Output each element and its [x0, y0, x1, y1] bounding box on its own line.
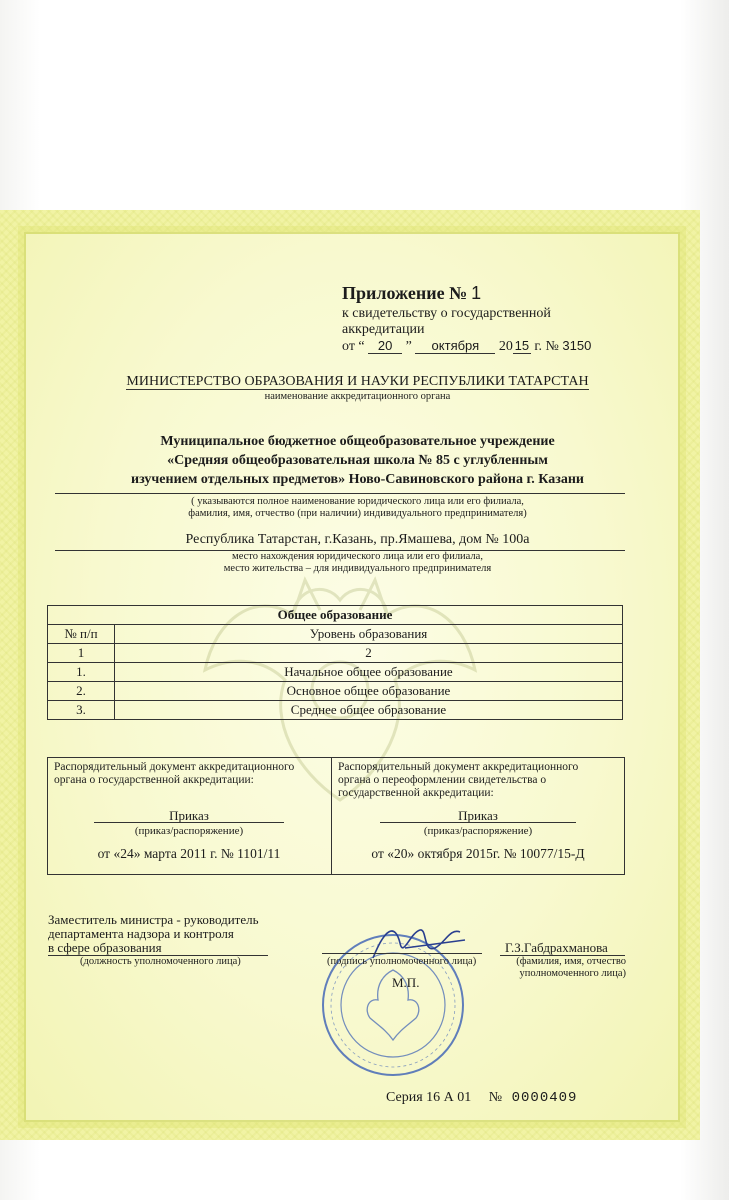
accreditation-documents-box	[47, 757, 625, 875]
position-caption: (должность уполномоченного лица)	[80, 956, 241, 967]
organization-name	[60, 432, 655, 489]
table-title: Общее образование	[48, 606, 623, 625]
row-number: 1.	[48, 663, 115, 682]
document-type: Приказ	[169, 808, 209, 823]
table-row	[48, 682, 623, 701]
header-line: органа о государственной аккредитации:	[54, 774, 254, 786]
signer-name-caption-line1: (фамилия, имя, отчество	[516, 956, 626, 967]
cert-number-label: г. №	[534, 339, 559, 354]
appendix-number: 1	[471, 283, 482, 303]
address-caption-line2: место жительства – для индивидуального предпринимателя	[223, 563, 492, 574]
stamp-place-label: М.П.	[392, 975, 420, 990]
row-level: Начальное общее образование	[115, 663, 623, 682]
document-details: от «20» октября 2015г. № 10077/15-Д	[371, 846, 585, 861]
organization-underline	[55, 493, 625, 494]
address-value: Республика Татарстан, г.Казань, пр.Ямашева, дом № 100а	[185, 532, 530, 547]
address-caption-line1: место нахождения юридического лица или его филиала,	[232, 551, 483, 562]
document-type-underline	[94, 822, 284, 823]
table-index-row	[48, 644, 623, 663]
signer-position-line1: Заместитель министра - руководитель	[48, 912, 259, 927]
document-type-underline	[380, 822, 576, 823]
table-row	[48, 663, 623, 682]
row-number: 3.	[48, 701, 115, 720]
document-details: от «24» марта 2011 г. № 1101/11	[97, 846, 281, 861]
document-type-caption: (приказ/распоряжение)	[423, 825, 533, 837]
header-line: Распорядительный документ аккредитационного	[338, 761, 579, 773]
table-header-row	[48, 625, 623, 644]
row-level: Среднее общее образование	[115, 701, 623, 720]
row-level: Основное общее образование	[115, 682, 623, 701]
document-type: Приказ	[458, 808, 498, 823]
organization-line2: «Средняя общеобразовательная школа № 85 с углубленным	[167, 453, 548, 468]
date-day: 20	[368, 338, 402, 354]
column-header-level: Уровень образования	[115, 625, 623, 644]
appendix-subtitle-line1: к свидетельству о государственной	[342, 306, 551, 321]
signature-caption: (подпись уполномоченного лица)	[327, 956, 477, 967]
education-table	[47, 605, 623, 720]
organization-caption-line1: ( указываются полное наименование юридического лица или его филиала,	[191, 496, 524, 507]
column-header-number: № п/п	[48, 625, 115, 644]
ministry-name-block	[60, 374, 655, 390]
series-label: Серия 16 А 01	[386, 1090, 472, 1105]
appendix-date-line	[342, 338, 591, 355]
reissue-document-header	[338, 761, 578, 800]
document-type-caption: (приказ/распоряжение)	[134, 825, 244, 837]
reissue-document-column	[331, 758, 624, 874]
organization-caption	[60, 496, 655, 520]
header-line: государственной аккредитации:	[338, 787, 494, 799]
certificate-series	[386, 1090, 577, 1106]
appendix-title	[342, 283, 481, 304]
header-line: органа о переоформлении свидетельства о	[338, 774, 547, 786]
appendix-title-label: Приложение №	[342, 283, 468, 303]
date-year-prefix: 20	[498, 339, 513, 354]
series-number-label: №	[488, 1090, 503, 1105]
signer-name-caption-line2: уполномоченного лица)	[519, 968, 626, 979]
organization-line1: Муниципальное бюджетное общеобразовательное учреждение	[160, 434, 555, 449]
signer-position-line3: в сфере образования	[48, 941, 268, 956]
date-month: октября	[415, 338, 495, 354]
date-year-suffix: 15	[514, 338, 530, 353]
index-cell: 2	[115, 644, 623, 663]
ministry-name: МИНИСТЕРСТВО ОБРАЗОВАНИЯ И НАУКИ РЕСПУБЛИКИ ТАТАРСТАН	[126, 374, 589, 389]
organization-line3: изучением отдельных предметов» Ново-Савиновского района г. Казани	[131, 472, 584, 487]
date-quote-close: ”	[405, 339, 412, 354]
accreditation-document-column	[48, 758, 330, 874]
cert-number: 3150	[562, 338, 592, 353]
signer-name-caption	[508, 956, 626, 980]
organization-caption-line2: фамилия, имя, отчество (при наличии) индивидуального предпринимателя)	[188, 508, 527, 519]
accreditation-document-header	[54, 761, 294, 787]
signer-name: Г.З.Габдрахманова	[505, 940, 608, 955]
index-cell: 1	[48, 644, 115, 663]
ministry-caption: наименование аккредитационного органа	[264, 391, 451, 402]
appendix-subtitle-line2: аккредитации	[342, 322, 425, 337]
table-title-row	[48, 606, 623, 625]
signer-position	[48, 913, 268, 956]
table-row	[48, 701, 623, 720]
row-number: 2.	[48, 682, 115, 701]
signer-position-line2: департамента надзора и контроля	[48, 926, 234, 941]
header-line: Распорядительный документ аккредитационного	[54, 761, 295, 773]
address-caption	[60, 551, 655, 575]
series-number: 0000409	[511, 1090, 578, 1106]
date-prefix: от “	[342, 339, 365, 354]
signature-line	[322, 953, 482, 954]
